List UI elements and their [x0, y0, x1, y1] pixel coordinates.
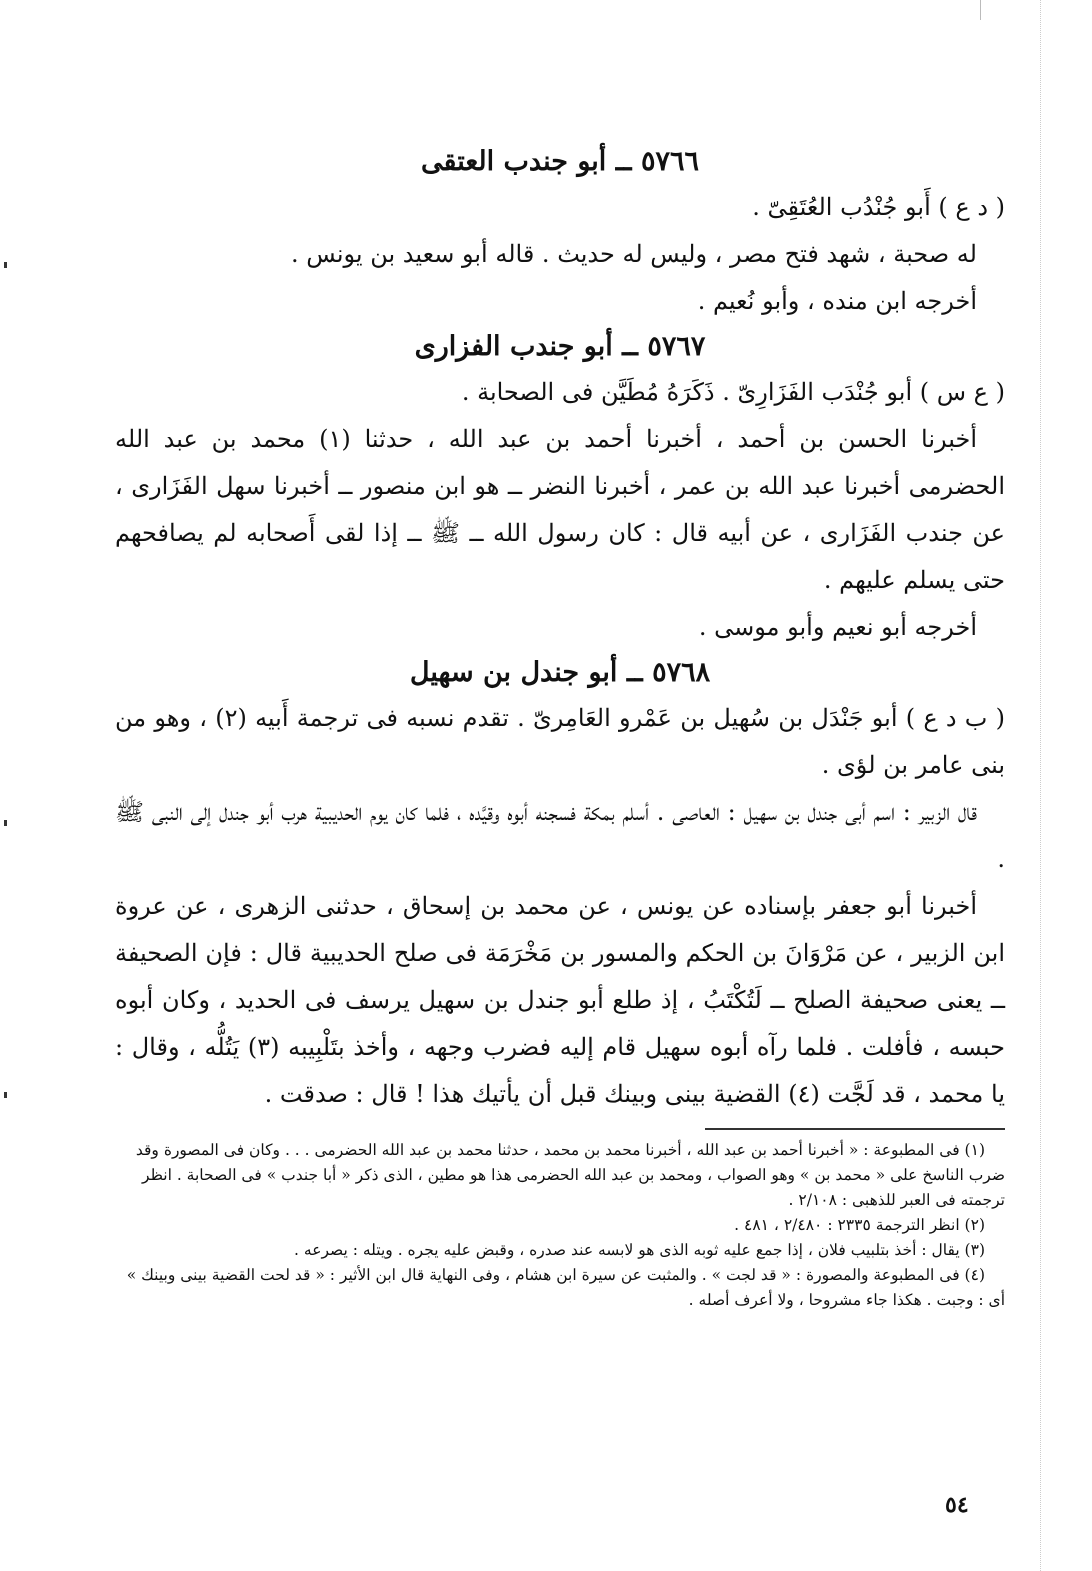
footnote-2: (٢) انظر الترجمة ٢٣٣٥ : ٢/٤٨٠ ، ٤٨١ .	[734, 1216, 985, 1234]
entry-heading: ٥٧٦٦ ــ أبو جندب العتقى	[421, 146, 699, 177]
entry-paragraph: قال الزبير : اسم أبى جندل بن سهيل : العاصى . أسلم بمكة فسجنه أبوه وقيَّده ، فلما كان يوم الحديبية هرب أبو جندل إلى النبى ﷺ .	[115, 798, 1005, 873]
scan-line-right	[1040, 0, 1042, 1571]
entry-paragraph: أخبرنا الحسن بن أحمد ، أخبرنا أحمد بن عبد الله ، حدثنا (١) محمد بن عبد الله الحضرمى أخبرنا عبد الله بن عمر ، أخبرنا النضر ــ هو ابن منصور ــ أخبرنا سهل الفَزَارى ، عن جندب الفَزَارى ، عن أبيه قال : كان رسول الله ــ ﷺ ــ إذا لقى أَصحابه لم يصافحهم حتى يسلم عليهم .	[115, 425, 1005, 594]
scan-mark-left	[4, 820, 7, 826]
entry-paragraph: أخبرنا أبو جعفر بإسناده عن يونس ، عن محمد بن إسحاق ، حدثنى الزهرى ، عن عروة ابن الزبير ، عن مَرْوَانَ بن الحكم والمسور بن مَخْرَمَة فى صلح الحديبية قال : فإن الصحيفة ــ يعنى صحيفة الصلح ــ لَتُكْتَبُ ، إذ طلع أبو جندل بن سهيل يرسف فى الحديد ، وكان أبوه حبسه ، فأفلت . فلما رآه أبوه سهيل قام إليه فضرب وجهه ، وأخذ بتَلْبِيبه (٣) يَتُلُّه ، وقال : يا محمد ، قد لَجَّت (٤) القضية بينى وبينك قبل أن يأتيك هذا ! قال : صدقت .	[115, 892, 1005, 1108]
footnote-4: (٤) فى المطبوعة والمصورة : « قد لجت » . والمثبت عن سيرة ابن هشام ، وفى النهاية قال ابن الأثير : « قد لحت القضية بينى وبينك » أى : وجبت . هكذا جاء مشروحا ، ولا أعرف أصله .	[126, 1266, 1005, 1309]
entry-name-line: ( ع س ) أبو جُنْدَب الفَزَارِىّ . ذَكَرَهُ مُطَيَّن فى الصحابة .	[461, 378, 1005, 406]
entry-paragraph: له صحبة ، شهد فتح مصر ، وليس له حديث . قاله أبو سعيد بن يونس .	[290, 240, 977, 268]
footnotes	[115, 1138, 1005, 1313]
entry-heading: ٥٧٦٨ ــ أبو جندل بن سهيل	[409, 657, 711, 688]
entry-attribution: أخرجه ابن منده ، وأبو نُعيم .	[697, 287, 977, 315]
entry-5766	[115, 140, 1005, 325]
footnote-divider	[705, 1128, 1005, 1130]
footnote-3: (٣) يقال : أخذ بتلبيب فلان ، إذا جمع عليه ثوبه الذى هو لابسه عند صدره ، وقبض عليه يجره . ويتله : يصرعه .	[294, 1241, 985, 1259]
entry-5767	[115, 325, 1005, 651]
scan-line-top	[980, 0, 981, 20]
scan-mark-left	[4, 1092, 7, 1098]
entry-name-line: ( د ع ) أَبو جُنْدُب العُتَقِىّ .	[752, 193, 1005, 221]
footnote-1: (١) فى المطبوعة : « أخبرنا أحمد بن عبد الله ، أخبرنا محمد بن محمد ، حدثنا محمد بن عبد الله الحضرمى . . . وكان فى المصورة وقد ضرب الناسخ على « محمد بن » وهو الصواب ، ومحمد بن عبد الله الحضرمى هذا هو مطين ، الذى ذكر « أبا جندب » فى الصحابة . انظر ترجمته فى العبر للذهبى : ٢/١٠٨ .	[135, 1141, 1005, 1209]
entry-name-line: ( ب د ع ) أبو جَنْدَل بن سُهيل بن عَمْرو العَامِرىّ . تقدم نسبه فى ترجمة أَبيه (٢) ، وهو من بنى عامر بن لؤى .	[115, 704, 1005, 779]
entry-attribution: أخرجه أبو نعيم وأبو موسى .	[698, 613, 977, 641]
entry-heading: ٥٧٦٧ ــ أبو جندب الفزارى	[414, 331, 706, 362]
page-number: ٥٤	[945, 1492, 969, 1518]
book-page	[115, 140, 1005, 1560]
scan-mark-left	[4, 262, 7, 268]
entry-5768	[115, 651, 1005, 1118]
